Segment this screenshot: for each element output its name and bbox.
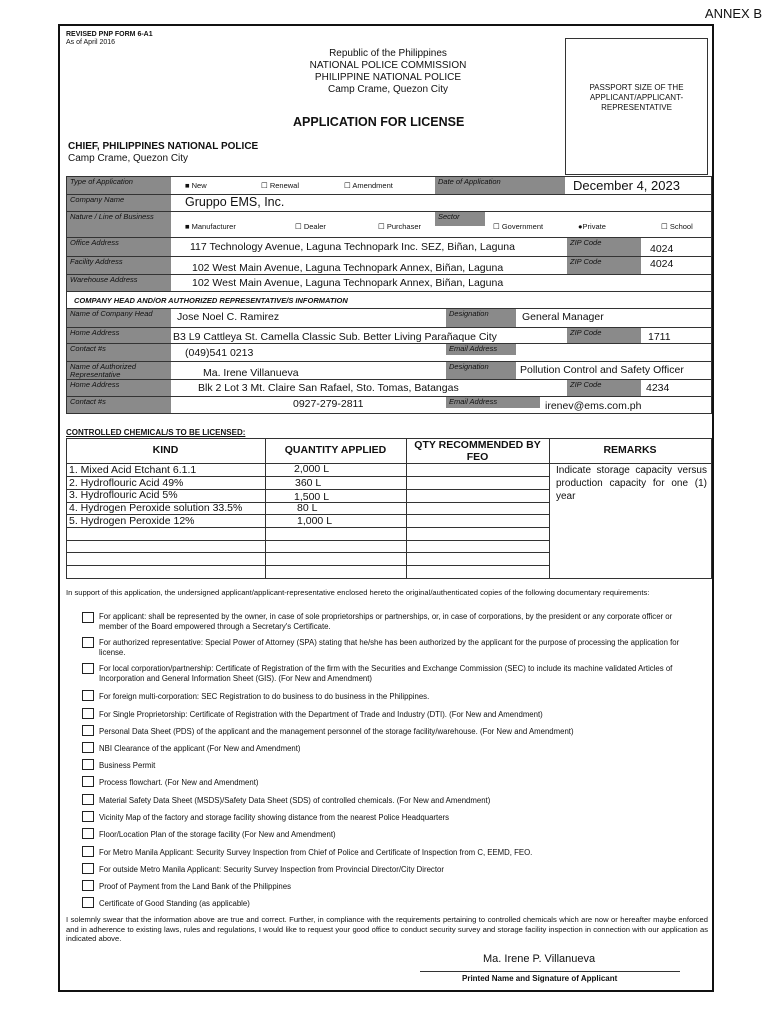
chemical-kind: 1. Mixed Acid Etchant 6.1.1 — [69, 464, 197, 476]
requirement-text: Floor/Location Plan of the storage facility (For New and Amendment) — [99, 830, 336, 839]
remarks-text: Indicate storage capacity versus production capacity for one (1) year — [556, 465, 707, 502]
requirement-checkbox[interactable] — [82, 880, 94, 891]
chemical-qty: 1,000 L — [297, 515, 333, 527]
agency-header — [238, 48, 538, 96]
rule — [66, 291, 712, 292]
rule — [66, 552, 549, 553]
label-nature-line: Nature / Line of Business — [67, 212, 171, 237]
addressee-address: Camp Crame, Quezon City — [68, 153, 189, 164]
label-rep-home-address: Home Address — [67, 380, 171, 396]
option-label: Renewal — [269, 181, 300, 190]
rep-zip-field[interactable]: 4234 — [646, 382, 670, 394]
requirement-text: For local corporation/partnership: Certificate of Registration of the firm with the Securities and Exchange Commission (SEC) to include its machine validated Articles of Incorporation and General Information Sheet (GIS). (For New and Amendment) — [99, 664, 673, 683]
requirement-checkbox[interactable] — [82, 811, 94, 822]
requirement-checkbox[interactable] — [82, 637, 94, 648]
option-label: Purchaser — [386, 222, 422, 231]
requirement-text: For foreign multi-corporation: SEC Registration to do business to do business in the Philippines. — [99, 692, 430, 701]
head-contact-field[interactable]: (049)541 0213 — [185, 347, 254, 359]
photo-label: PASSPORT SIZE OF THE APPLICANT/APPLICANT-REPRESENTATIVE — [589, 83, 684, 112]
printed-name-label: Printed Name and Signature of Applicant — [462, 974, 618, 983]
option-new[interactable] — [185, 181, 207, 190]
head-designation-field[interactable]: General Manager — [522, 311, 604, 323]
col-header-qty-applied: QUANTITY APPLIED — [284, 444, 387, 456]
chemical-qty: 2,000 L — [294, 463, 330, 475]
requirement-checkbox[interactable] — [82, 863, 94, 874]
requirement-checkbox[interactable] — [82, 690, 94, 701]
label-company-head: Name of Company Head — [67, 309, 171, 327]
checkbox-icon: ☐ — [344, 181, 351, 190]
company-name-field[interactable]: Gruppo EMS, Inc. — [185, 195, 285, 209]
option-private[interactable] — [578, 222, 606, 231]
requirement-text: Certificate of Good Standing (as applicable) — [99, 899, 250, 908]
checkbox-icon: ☐ — [295, 222, 302, 231]
option-purchaser[interactable] — [378, 222, 421, 231]
label-rep-contact: Contact #s — [67, 397, 171, 413]
page-title: APPLICATION FOR LICENSE — [293, 115, 465, 129]
requirement-text: Business Permit — [99, 761, 156, 770]
requirement-checkbox[interactable] — [82, 612, 94, 623]
chemical-qty: 360 L — [295, 477, 322, 489]
requirement-text: Process flowchart. (For New and Amendment) — [99, 778, 259, 787]
option-label: Dealer — [303, 222, 326, 231]
requirement-text: Vicinity Map of the factory and storage facility showing distance from the nearest Police Headquarters — [99, 813, 450, 822]
col-header-remarks: REMARKS — [603, 444, 657, 456]
checkbox-icon: ☐ — [378, 222, 385, 231]
label-office-address: Office Address — [67, 238, 171, 256]
chemical-kind: 2. Hydroflouric Acid 49% — [69, 477, 184, 489]
header-line: PHILIPPINE NATIONAL POLICE — [314, 72, 462, 83]
rule — [549, 438, 550, 578]
requirement-text: For Metro Manila Applicant: Security Survey Inspection from Chief of Police and Certificate of Inspection from C, EEMD, FEO. — [99, 848, 533, 857]
label-type-of-application: Type of Application — [67, 177, 171, 194]
checkbox-checked-icon: ■ — [185, 222, 190, 231]
oath-paragraph: I solemnly swear that the information above are true and correct. Further, in compliance with the requirements pertaining to controlled chemicals which are now or hereafter maybe enforced and in adherence to existing laws, rules and regulations, I would like to request your good office to conduct security survey and storage facility inspection in connection with our application as indicated above. — [66, 915, 708, 943]
company-head-name-field[interactable]: Jose Noel C. Ramirez — [177, 311, 280, 323]
rep-email-field[interactable]: irenev@ems.com.ph — [545, 400, 642, 412]
requirement-checkbox[interactable] — [82, 776, 94, 787]
option-label: School — [669, 222, 693, 231]
addressee-name: CHIEF, PHILIPPINES NATIONAL POLICE — [68, 141, 259, 152]
requirement-text: For outside Metro Manila Applicant: Security Survey Inspection from Provincial Director/City Director — [99, 865, 444, 874]
rep-contact-field[interactable]: 0927-279-2811 — [293, 398, 364, 410]
rule — [66, 565, 549, 566]
rule — [66, 438, 712, 439]
option-amendment[interactable] — [344, 181, 393, 190]
chemical-kind: 5. Hydrogen Peroxide 12% — [69, 515, 195, 527]
label-head-contact: Contact #s — [67, 344, 171, 361]
annex-label: ANNEX B — [704, 6, 762, 21]
rule — [66, 540, 549, 541]
rule — [265, 438, 266, 578]
label-head-zip: ZIP Code — [567, 328, 641, 343]
checkbox-checked-icon: ● — [578, 222, 583, 231]
chemical-qty: 80 L — [297, 502, 318, 514]
header-line: NATIONAL POLICE COMMISSION — [309, 60, 467, 71]
col-header-kind: KIND — [152, 444, 179, 456]
label-head-home-address: Home Address — [67, 328, 171, 343]
option-label: Amendment — [352, 181, 393, 190]
office-zip-field[interactable]: 4024 — [650, 243, 674, 255]
requirement-text: For applicant: shall be represented by the owner, in case of sole proprietorships or partnerships, or, in case of corporations, by the president or any corporate officer or member of the Board empowered through a Secretary's Certificate. — [99, 612, 673, 631]
checkbox-icon: ☐ — [493, 222, 500, 231]
chemical-qty: 1,500 L — [294, 491, 330, 503]
label-facility-zip: ZIP Code — [567, 257, 641, 274]
requirement-text: For authorized representative: Special Power of Attorney (SPA) stating that he/she has been authorized by the applicant for the purpose of processing the application for license. — [99, 638, 680, 657]
option-government[interactable] — [493, 222, 543, 231]
option-manufacturer[interactable] — [185, 222, 236, 231]
label-head-designation: Designation — [446, 309, 516, 327]
checkbox-icon: ☐ — [661, 222, 668, 231]
requirement-checkbox[interactable] — [82, 759, 94, 770]
signatory-name: Ma. Irene P. Villanueva — [483, 953, 596, 965]
rep-home-address-field[interactable]: Blk 2 Lot 3 Mt. Claire San Rafael, Sto. Tomas, Batangas — [198, 382, 459, 394]
office-address-field[interactable]: 117 Technology Avenue, Laguna Technopark Inc. SEZ, Biñan, Laguna — [190, 241, 515, 253]
option-dealer[interactable] — [295, 222, 326, 231]
label-company-name: Company Name — [67, 195, 171, 211]
header-line: Camp Crame, Quezon City — [327, 84, 449, 95]
company-head-section-title: COMPANY HEAD AND/OR AUTHORIZED REPRESENTATIVE/S INFORMATION — [74, 296, 348, 305]
support-paragraph: In support of this application, the undersigned applicant/applicant-representative enclosed hereto the original/authenticated copies of the following documentary requirements: — [66, 588, 650, 597]
label-rep-designation: Designation — [446, 362, 516, 379]
label-rep-email: Email Address — [446, 397, 540, 408]
requirement-text: Material Safety Data Sheet (MSDS)/Safety Data Sheet (SDS) of controlled chemicals. (For New and Amendment) — [99, 796, 491, 805]
warehouse-address-field[interactable]: 102 West Main Avenue, Laguna Technopark Annex, Biñan, Laguna — [192, 277, 504, 289]
label-date-of-application: Date of Application — [435, 177, 565, 194]
col-header-qty-recommended: QTY RECOMMENDED BY FEO — [414, 439, 541, 463]
requirement-checkbox[interactable] — [82, 725, 94, 736]
rep-designation-field[interactable]: Pollution Control and Safety Officer — [520, 364, 684, 376]
requirement-checkbox[interactable] — [82, 663, 94, 674]
requirement-checkbox[interactable] — [82, 846, 94, 857]
label-sector: Sector — [435, 212, 485, 226]
rule — [66, 527, 549, 528]
option-label: Government — [501, 222, 544, 231]
option-school[interactable] — [661, 222, 693, 231]
label-authorized-rep: Name of Authorized Representative — [67, 362, 171, 379]
requirement-text: NBI Clearance of the applicant (For New and Amendment) — [99, 744, 301, 753]
photo-box — [565, 38, 708, 175]
label-head-email: Email Address — [446, 344, 516, 355]
chemical-kind: 4. Hydrogen Peroxide solution 33.5% — [69, 502, 243, 514]
requirement-text: Personal Data Sheet (PDS) of the applicant and the management personnel of the storage facility/warehouse. (For New and Amendment) — [99, 727, 574, 736]
head-zip-field[interactable]: 1711 — [648, 331, 671, 343]
label-facility-address: Facility Address — [67, 257, 171, 274]
facility-zip-field[interactable]: 4024 — [650, 258, 674, 270]
label-rep-zip: ZIP Code — [567, 380, 641, 396]
date-field[interactable]: December 4, 2023 — [573, 178, 680, 193]
option-label: Private — [582, 222, 606, 231]
option-renewal[interactable] — [261, 181, 299, 190]
requirement-checkbox[interactable] — [82, 828, 94, 839]
requirement-checkbox[interactable] — [82, 897, 94, 908]
rule — [66, 578, 712, 579]
label-office-zip: ZIP Code — [567, 238, 641, 256]
requirement-text: Proof of Payment from the Land Bank of the Philippines — [99, 882, 292, 891]
requirement-checkbox[interactable] — [82, 742, 94, 753]
option-label: New — [191, 181, 207, 190]
checkbox-icon: ☐ — [261, 181, 268, 190]
rule — [66, 438, 67, 578]
header-line: Republic of the Philippines — [329, 48, 447, 59]
requirement-text: For Single Proprietorship: Certificate of Registration with the Department of Trade and Industry (DTI). (For New and Amendment) — [99, 710, 543, 719]
requirement-checkbox[interactable] — [82, 708, 94, 719]
rule — [711, 438, 712, 578]
form-code: REVISED PNP FORM 6-A1 — [66, 31, 153, 38]
checkbox-checked-icon: ■ — [185, 181, 190, 190]
requirement-checkbox[interactable] — [82, 794, 94, 805]
chemicals-section-title: CONTROLLED CHEMICAL/S TO BE LICENSED: — [66, 428, 246, 437]
chemical-kind: 3. Hydroflouric Acid 5% — [69, 489, 178, 501]
rule — [66, 413, 712, 414]
option-label: Manufacturer — [191, 222, 236, 231]
signature-line — [420, 971, 680, 972]
rep-name-field[interactable]: Ma. Irene Villanueva — [203, 367, 299, 379]
label-warehouse-address: Warehouse Address — [67, 275, 171, 291]
rule — [711, 176, 712, 413]
facility-address-field[interactable]: 102 West Main Avenue, Laguna Technopark Annex, Biñan, Laguna — [192, 262, 504, 274]
form-date: As of April 2016 — [66, 39, 116, 46]
head-home-address-field[interactable]: B3 L9 Cattleya St. Camella Classic Sub. Better Living Parañaque City — [173, 331, 497, 343]
rule — [406, 438, 407, 578]
